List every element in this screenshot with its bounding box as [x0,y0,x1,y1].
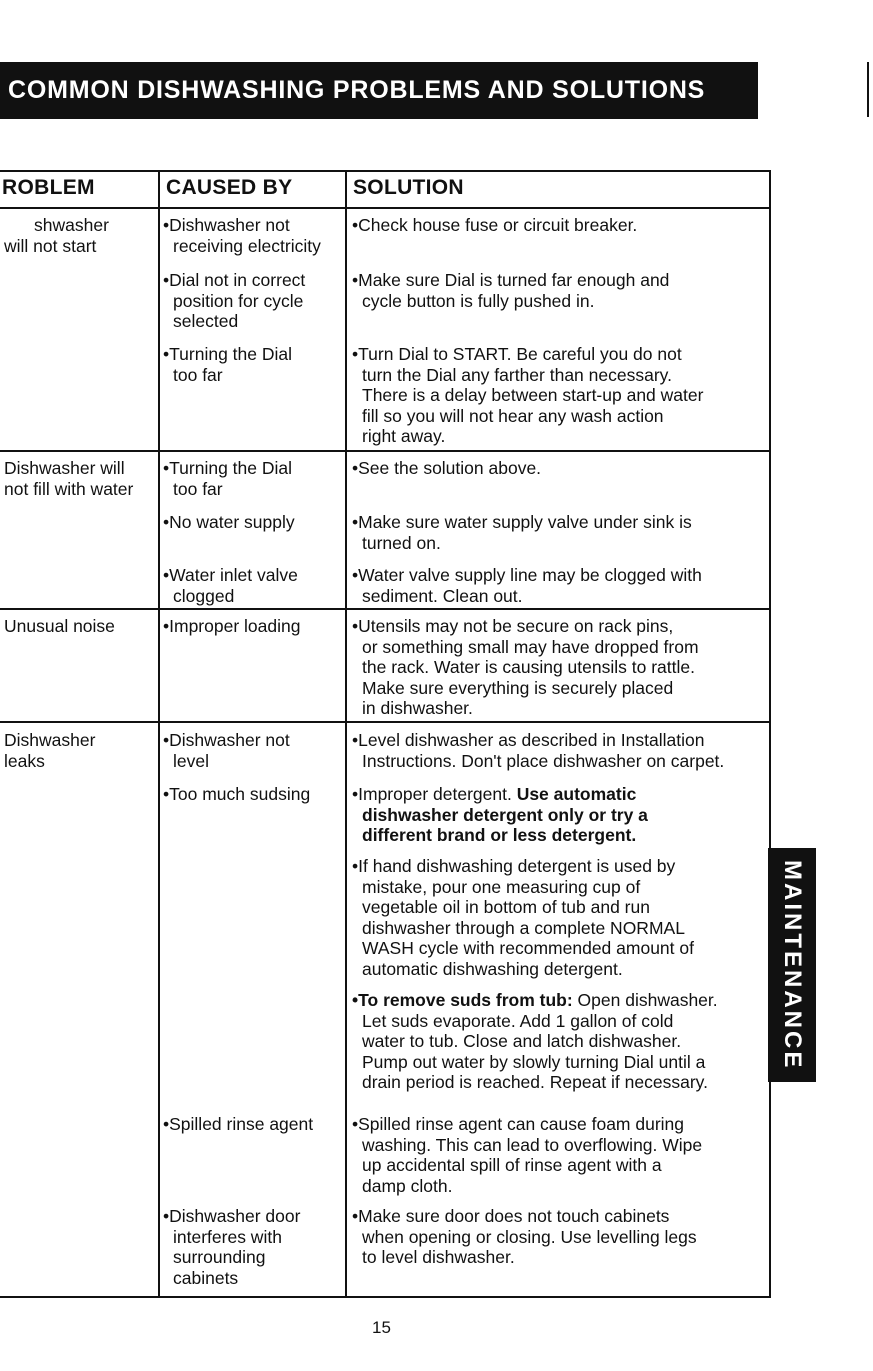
page-title: COMMON DISHWASHING PROBLEMS AND SOLUTIONS [0,62,758,119]
cause-cell: •Turning the Dial too far [163,344,293,385]
header-solution: SOLUTION [353,176,464,199]
page-number: 15 [372,1318,391,1337]
section-tab-label: MAINTENANCE [779,859,806,1071]
cause-cell: •Improper loading [163,616,301,636]
problem-cell: Dishwasher leaks [4,730,96,771]
solution-cell: •Water valve supply line may be clogged with sediment. Clean out. [352,565,702,606]
solution-cell: •Turn Dial to START. Be careful you do not turn the Dial any farther than necessary. There is a delay between start-up and water fill so you will not hear any wash action right away. [352,344,704,446]
problem-cell: shwasher [34,215,109,235]
solution-cell: •Utensils may not be secure on rack pins, or something small may have dropped from the rack. Water is causing utensils to rattle. Make sure everything is securely placed in dishwasher. [352,616,699,718]
cause-cell: •Too much sudsing [163,784,311,804]
table-right-border [769,170,771,1298]
edge-line [867,62,869,117]
column-divider [345,170,347,1298]
cause-cell: •Dial not in correct position for cycle selected [163,270,306,331]
row-rule [0,721,771,723]
cause-cell: •Dishwasher not level [163,730,290,771]
solution-cell: •Improper detergent. Use automatic dishwasher detergent only or try a different brand or less detergent. [352,784,648,845]
solution-cell: •Check house fuse or circuit breaker. [352,215,638,235]
cause-cell: •Dishwasher door interferes with surrounding cabinets [163,1206,301,1288]
problem-cell: Unusual noise [4,616,115,636]
cause-cell: •No water supply [163,512,295,532]
table-top-rule [0,170,771,172]
header-caused-by: CAUSED BY [166,176,293,199]
header-problem: ROBLEM [2,176,95,199]
header-rule [0,207,771,209]
cause-cell: •Dishwasher not receiving electricity [163,215,321,256]
row-rule [0,450,771,452]
problem-cell: Dishwasher will not fill with water [4,458,134,499]
solution-cell: •If hand dishwashing detergent is used by mistake, pour one measuring cup of vegetable oil in bottom of tub and run dishwasher through a complete NORMAL WASH cycle with recommended amount of automatic dishwashing detergent. [352,856,694,979]
cause-cell: •Water inlet valve clogged [163,565,298,606]
solution-cell: •Make sure door does not touch cabinets when opening or closing. Use levelling legs to level dishwasher. [352,1206,697,1267]
solution-cell: •Make sure water supply valve under sink is turned on. [352,512,692,553]
solution-cell: •Make sure Dial is turned far enough and cycle button is fully pushed in. [352,270,670,311]
problem-cell: will not start [4,236,97,256]
section-tab [768,848,816,1082]
cause-cell: •Turning the Dial too far [163,458,293,499]
column-divider [158,170,160,1298]
solution-cell: •Level dishwasher as described in Installation Instructions. Don't place dishwasher on carpet. [352,730,725,771]
solution-cell: •To remove suds from tub: Open dishwasher. Let suds evaporate. Add 1 gallon of cold water to tub. Close and latch dishwasher. Pump out water by slowly turning Dial until a drain period is reached. Repeat if necessary. [352,990,718,1092]
solution-cell: •See the solution above. [352,458,542,478]
solution-cell: •Spilled rinse agent can cause foam during washing. This can lead to overflowing. Wipe up accidental spill of rinse agent with a damp cloth. [352,1114,703,1196]
table-bottom-rule [0,1296,771,1298]
cause-cell: •Spilled rinse agent [163,1114,314,1134]
row-rule [0,608,771,610]
